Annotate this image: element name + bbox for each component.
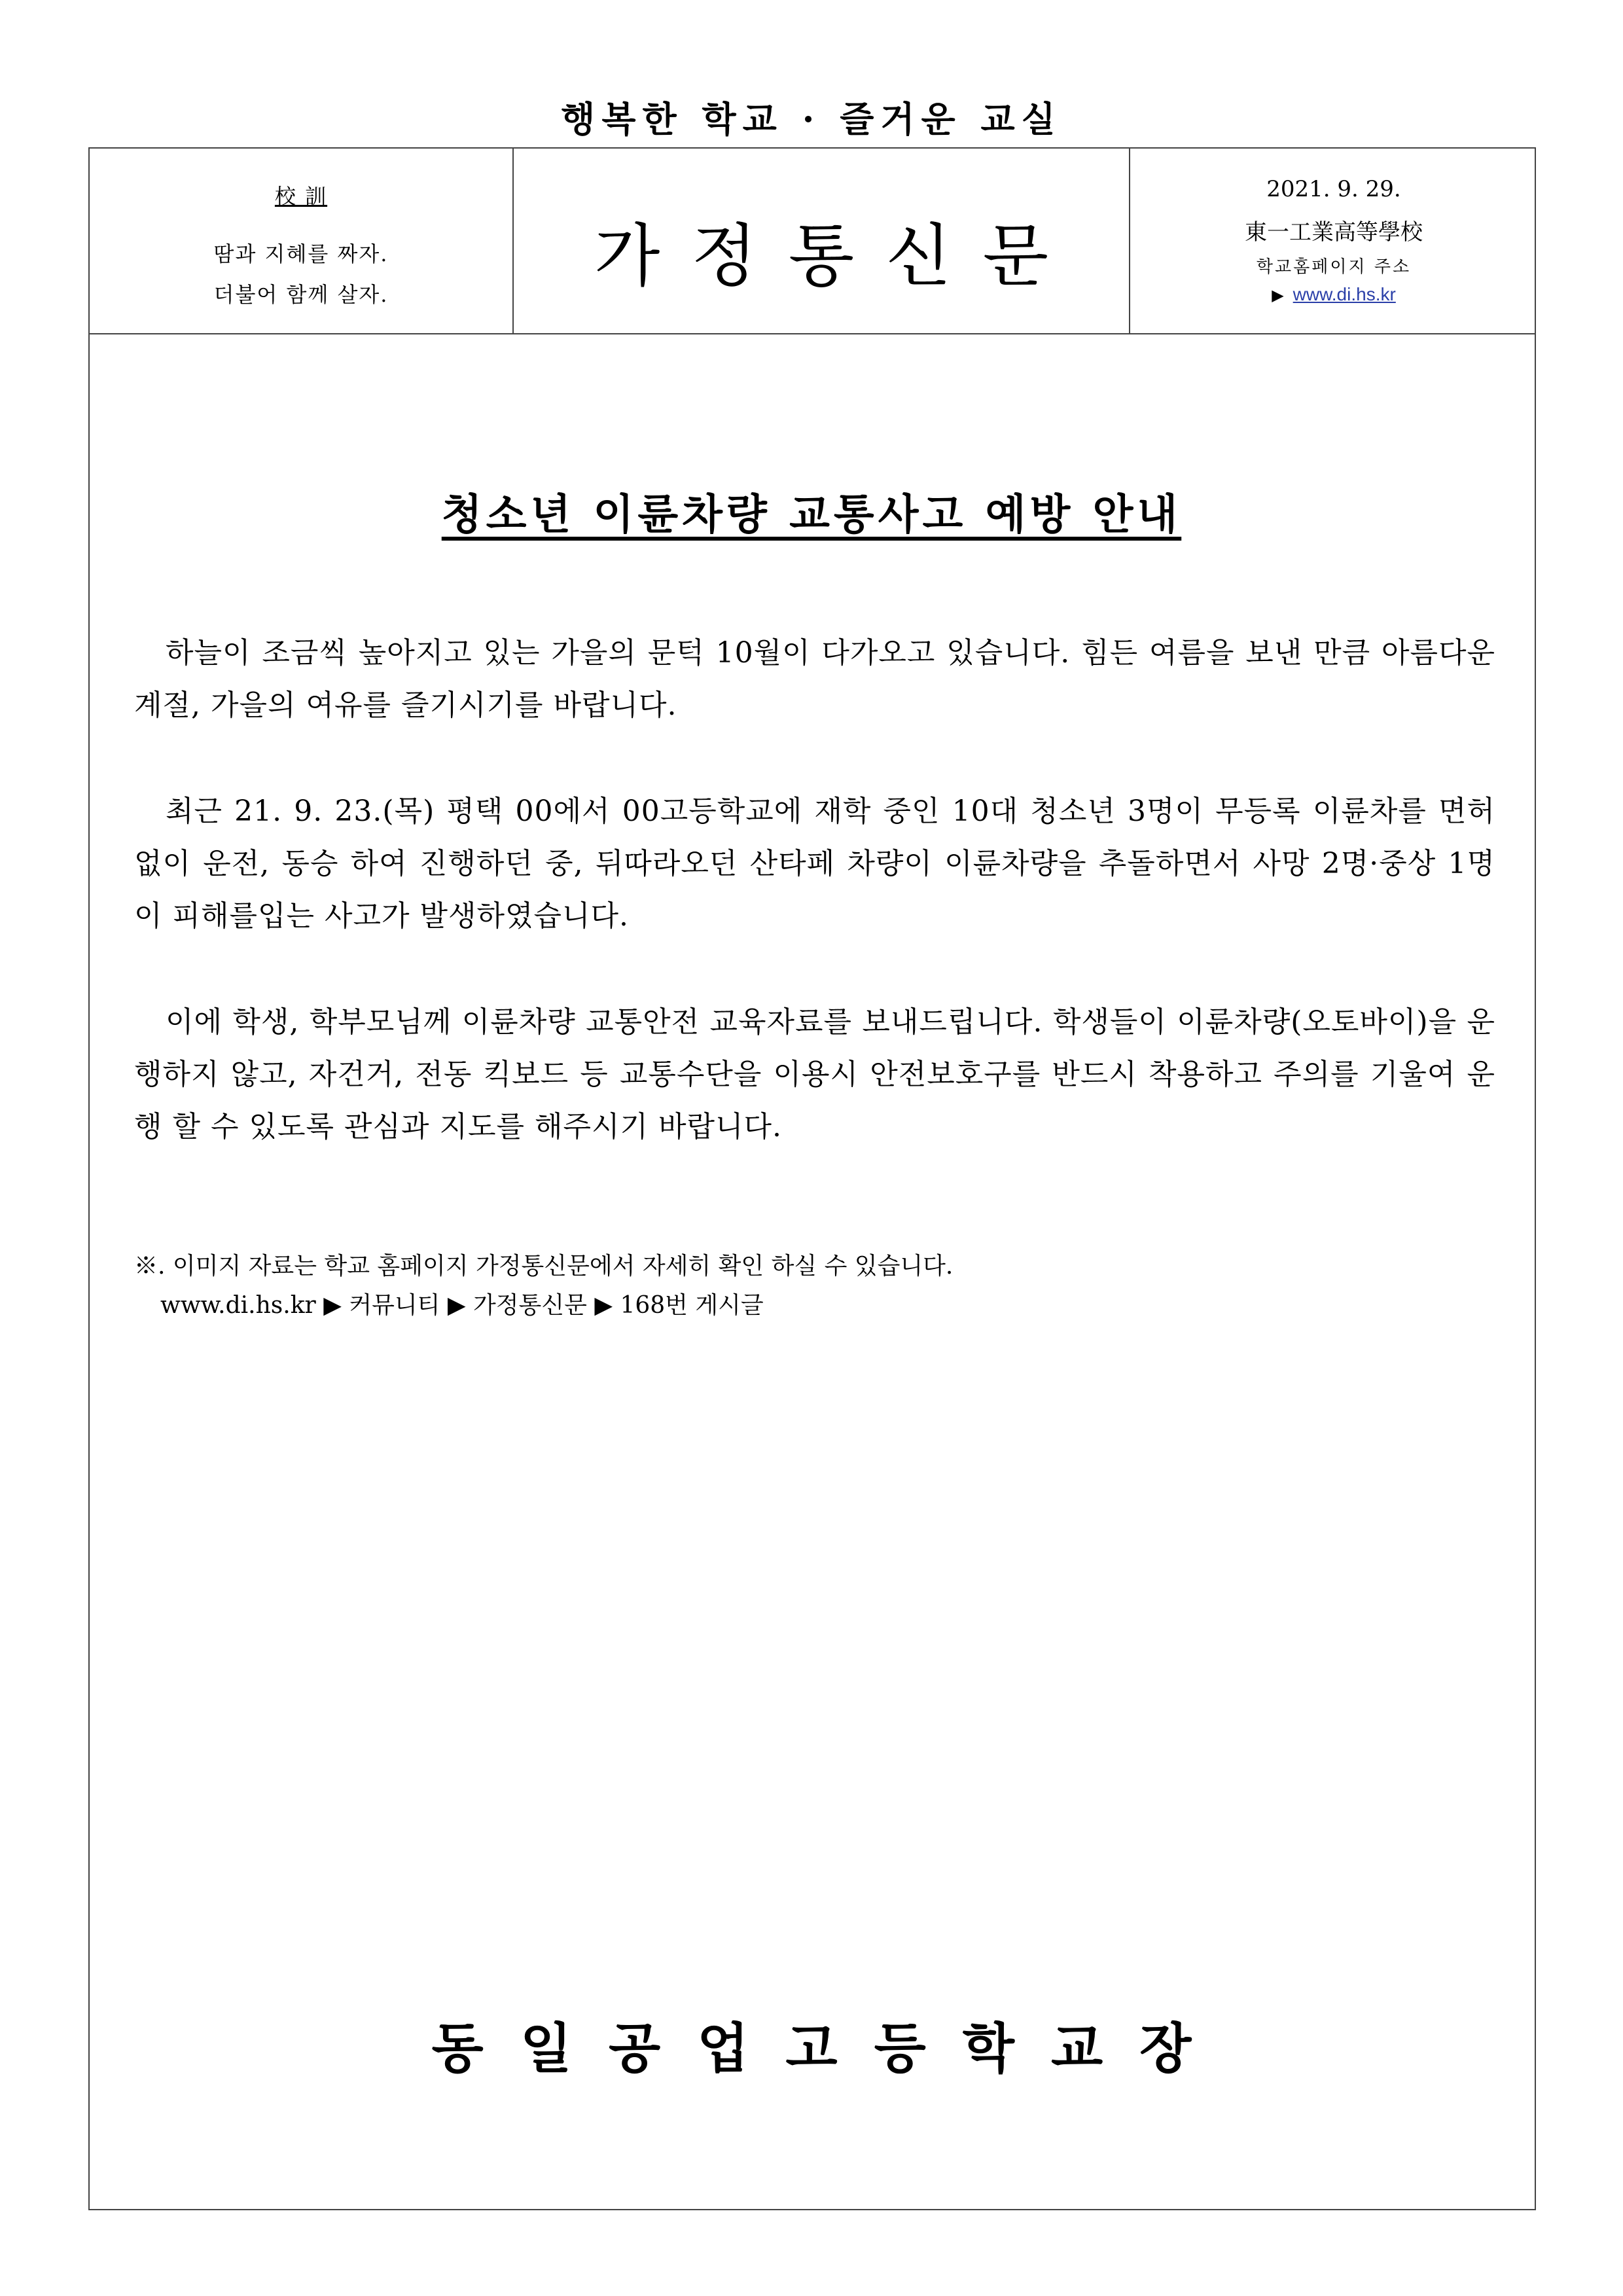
document-title: 청소년 이륜차량 교통사고 예방 안내 xyxy=(441,490,1182,539)
masthead-title: 가정통신문 xyxy=(594,216,1080,296)
motto-line-2: 더불어 함께 살자. xyxy=(213,282,389,307)
motto-title: 校 訓 xyxy=(274,184,328,209)
homepage-url-row xyxy=(1130,283,1537,305)
homepage-label: 학교홈페이지 주소 xyxy=(1256,257,1412,277)
note-path: www.di.hs.kr ▶ 커뮤니티 ▶ 가정통신문 ▶ 168번 게시글 xyxy=(160,1292,764,1319)
arrow-right-icon: ▶ xyxy=(1272,286,1284,304)
motto-line-1: 땀과 지혜를 짜자. xyxy=(213,242,389,266)
principal-signature: 동일공업고등학교장 xyxy=(431,2017,1228,2080)
paragraph-incident: 최근 21. 9. 23.(목) 평택 00에서 00고등학교에 재학 중인 10대 청소년 3명이 무등록 이륜차를 면허 없이 운전, 동승 하여 진행하던 중, 뒤따라오던 산타페 차량이 이륜차량을 추돌하면서 사망 2명·중상 1명이 피해를입는 사고가 발생하였습니다. xyxy=(134,795,1495,933)
reference-note xyxy=(134,1247,1495,1325)
school-info-box xyxy=(1130,149,1537,333)
newsletter-frame xyxy=(88,147,1536,2210)
school-motto-box xyxy=(90,149,514,333)
note-line-1: ※. 이미지 자료는 학교 홈페이지 가정통신문에서 자세히 확인 하실 수 있습니다. xyxy=(134,1253,954,1280)
newsletter-header xyxy=(90,149,1535,334)
school-name: 東一工業高等學校 xyxy=(1245,219,1423,245)
slogan: 행복한 학교 · 즐거운 교실 xyxy=(561,98,1062,140)
paragraph-request: 이에 학생, 학부모님께 이륜차량 교통안전 교육자료를 보내드립니다. 학생들이 이륜차량(오토바이)을 운행하지 않고, 자건거, 전동 킥보드 등 교통수단을 이용시 안전보호구를 반드시 착용하고 주의를 기울여 운행 할 수 있도록 관심과 지도를 해주시기 바랍니다. xyxy=(134,1005,1495,1143)
paragraph-greeting: 하늘이 조금씩 높아지고 있는 가을의 문턱 10월이 다가오고 있습니다. 힘든 여름을 보낸 만큼 아름다운 계절, 가을의 여유를 즐기시기를 바랍니다. xyxy=(134,636,1495,722)
masthead-box xyxy=(514,149,1130,333)
homepage-link[interactable]: www.di.hs.kr xyxy=(1293,284,1396,304)
issue-date: 2021. 9. 29. xyxy=(1266,176,1401,202)
